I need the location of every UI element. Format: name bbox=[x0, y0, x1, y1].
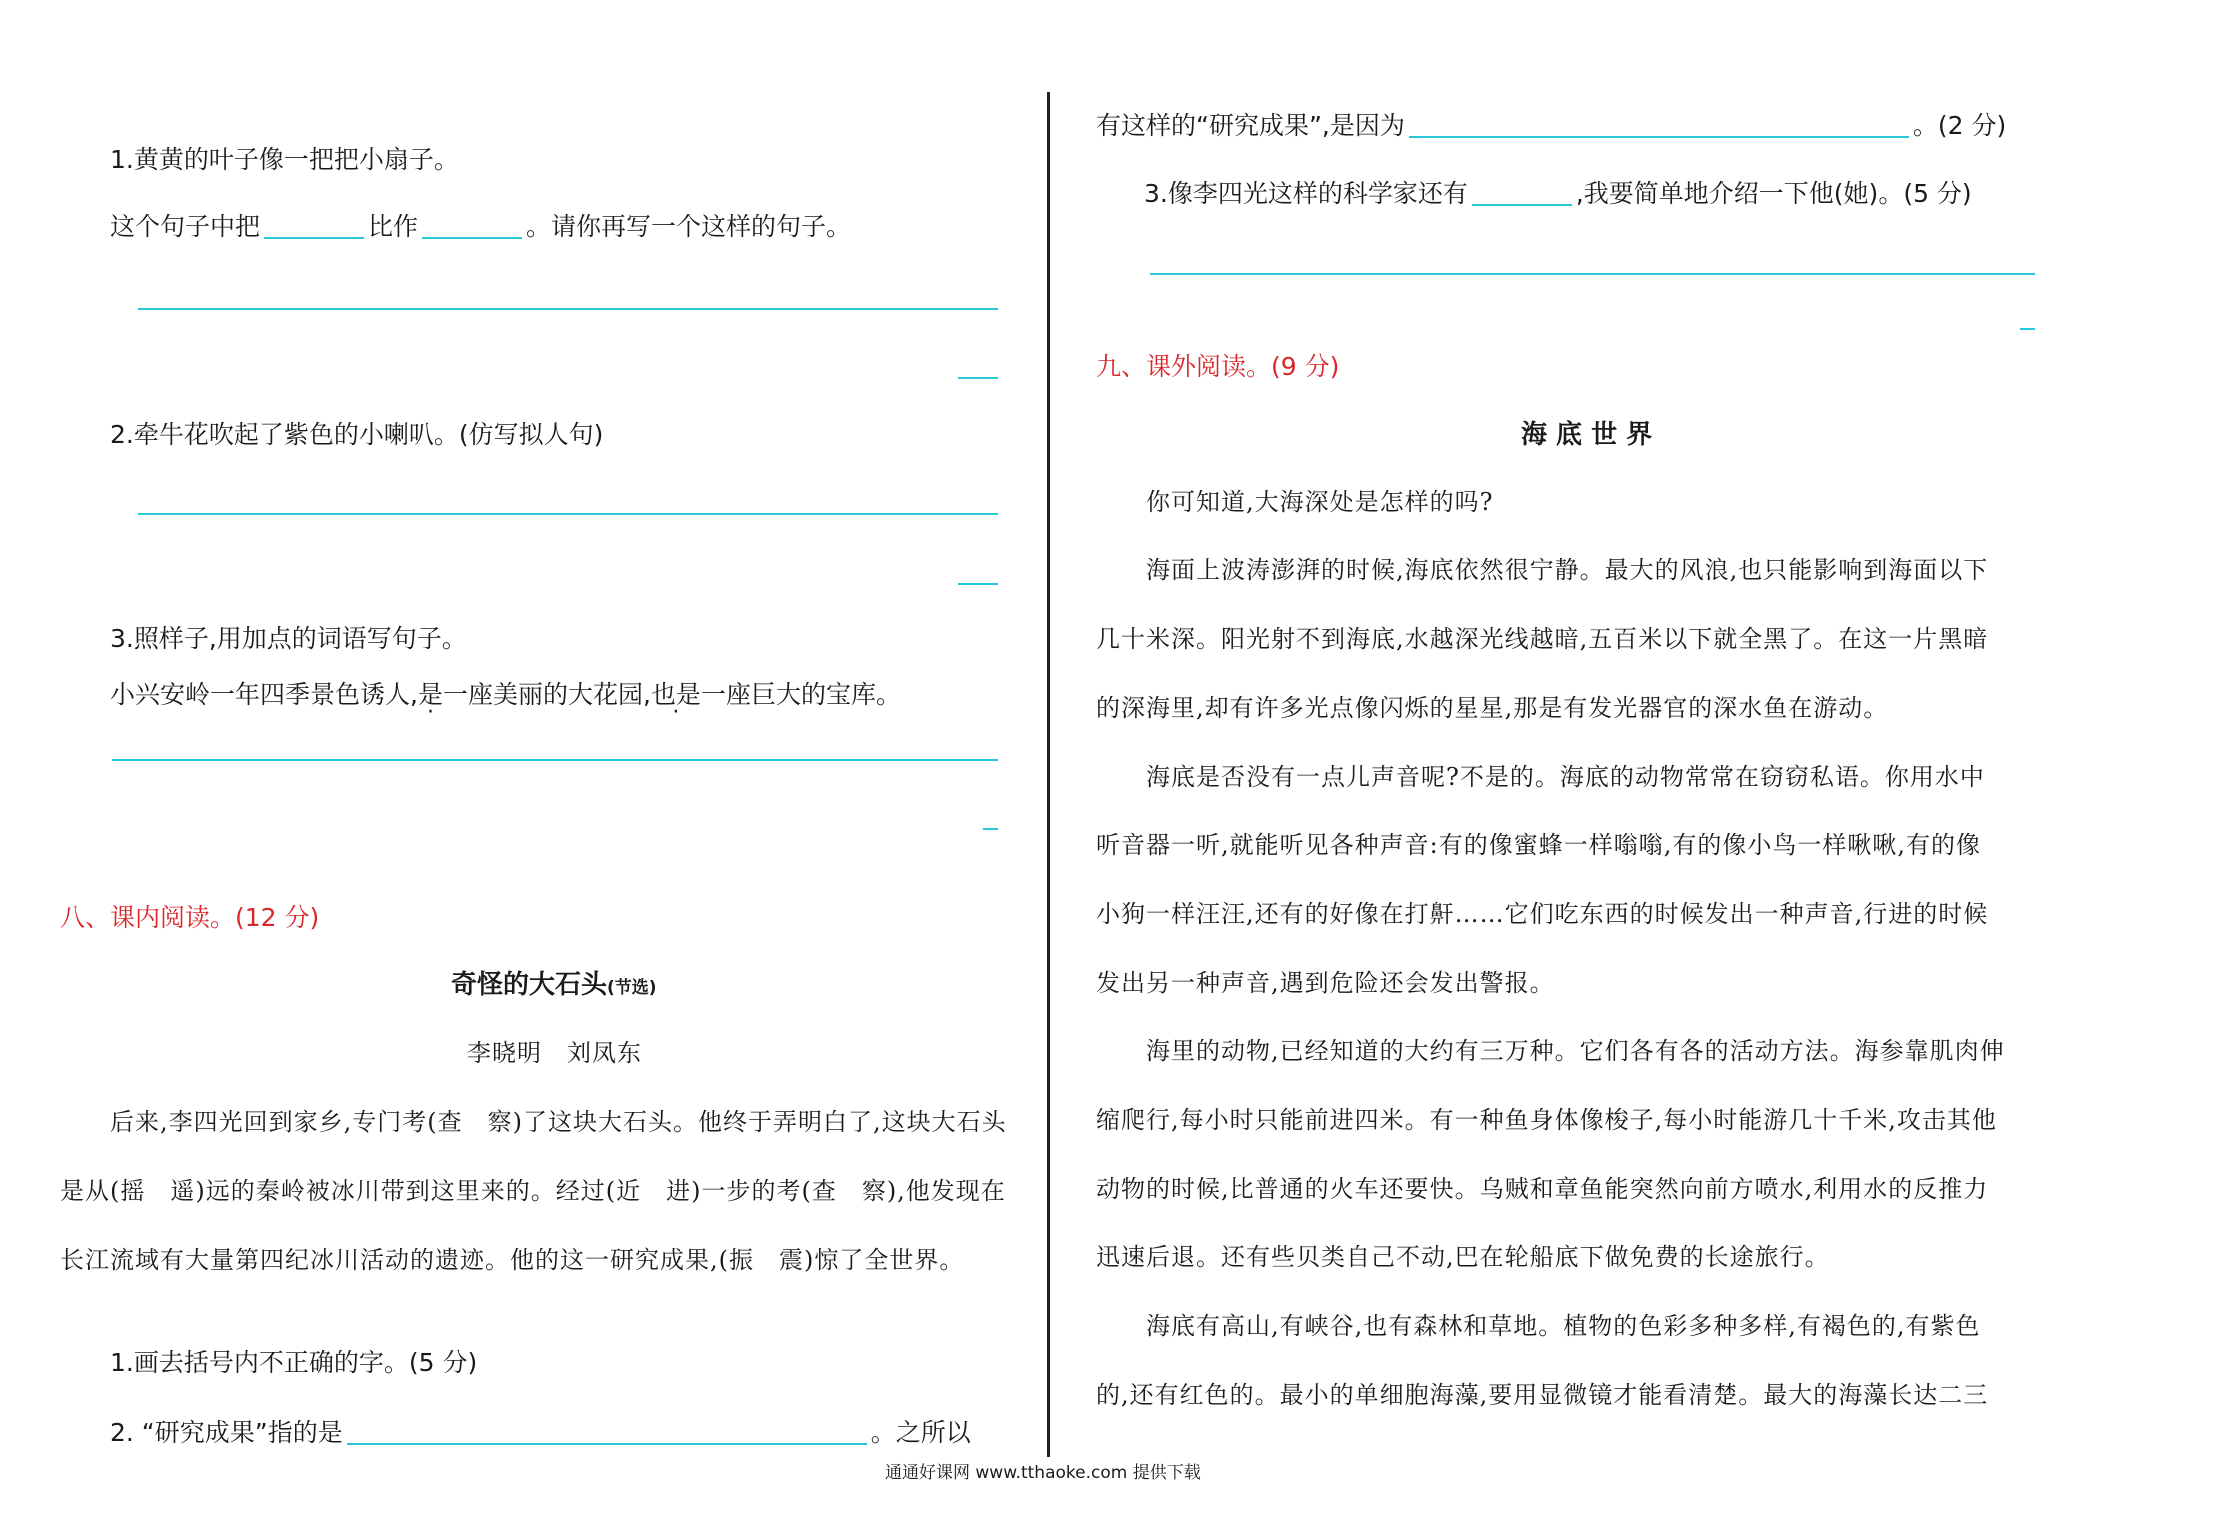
passage8-title-wrap bbox=[451, 968, 657, 1005]
section9-heading: 九、课外阅读。(9 分) bbox=[1096, 352, 1340, 381]
passage9-line-13: 海底有高山,有峡谷,也有森林和草地。植物的色彩多种多样,有褐色的,有紫色 bbox=[1146, 1312, 1981, 1340]
q2-answer-line[interactable] bbox=[138, 513, 998, 515]
q3-dotted-word-1: 是 bbox=[417, 680, 443, 709]
q1-prompt-a: 这个句子中把 bbox=[110, 212, 261, 241]
q3-text: 3.照样子,用加点的词语写句子。 bbox=[110, 624, 467, 653]
passage8-line-2: 是从(摇 遥)远的秦岭被冰川带到这里来的。经过(近 进)一步的考(查 察),他发现在 bbox=[60, 1177, 1006, 1205]
passage9-line-7: 小狗一样汪汪,还有的好像在打鼾……它们吃东西的时候发出一种声音,行进的时候 bbox=[1096, 900, 1989, 928]
passage9-line-6: 听音器一听,就能听见各种声音:有的像蜜蜂一样嗡嗡,有的像小鸟一样啾啾,有的像 bbox=[1096, 831, 1981, 859]
sq3-text-b: ,我要简单地介绍一下他(她)。(5 分) bbox=[1575, 179, 1972, 208]
passage9-line-11: 动物的时候,比普通的火车还要快。乌贼和章鱼能突然向前方喷水,利用水的反推力 bbox=[1096, 1175, 1989, 1203]
sq2-text-a: 2. “研究成果”指的是 bbox=[110, 1418, 343, 1447]
q1-blank-2[interactable] bbox=[422, 211, 522, 239]
q2-text: 2.牵牛花吹起了紫色的小喇叭。(仿写拟人句) bbox=[110, 420, 604, 449]
passage8-line-1: 后来,李四光回到家乡,专门考(查 察)了这块大石头。他终于弄明白了,这块大石头 bbox=[110, 1108, 1007, 1136]
passage9-line-1: 你可知道,大海深处是怎样的吗? bbox=[1146, 488, 1494, 516]
passage9-line-5: 海底是否没有一点儿声音呢?不是的。海底的动物常常在窃窃私语。你用水中 bbox=[1146, 763, 1985, 791]
sq2-blank[interactable] bbox=[347, 1417, 867, 1445]
q1-prompt-b: 比作 bbox=[368, 212, 419, 241]
passage9-title: 海 底 世 界 bbox=[1521, 420, 1653, 450]
sub-question-1: 1.画去括号内不正确的字。(5 分) bbox=[110, 1348, 478, 1377]
section8-heading: 八、课内阅读。(12 分) bbox=[60, 903, 320, 932]
passage9-line-9: 海里的动物,已经知道的大约有三万种。它们各有各的活动方法。海参靠肌肉伸 bbox=[1146, 1037, 2005, 1065]
sq2-continued bbox=[1096, 109, 2006, 143]
page-footer: 通通好课网 www.tthaoke.com 提供下载 bbox=[885, 1463, 1201, 1483]
q3-sentence-c: 一座巨大的宝库。 bbox=[700, 680, 901, 709]
q1-answer-line[interactable] bbox=[138, 308, 998, 310]
q3-sentence-b: 一座美丽的大花园, bbox=[442, 680, 651, 709]
q3-sentence-a: 小兴安岭一年四季景色诱人, bbox=[110, 680, 418, 709]
q3-sentence bbox=[110, 678, 901, 712]
passage9-line-12: 迅速后退。还有些贝类自己不动,巴在轮船底下做免费的长途旅行。 bbox=[1096, 1243, 1830, 1271]
passage8-authors: 李晓明 刘凤东 bbox=[467, 1039, 642, 1067]
sq3-text-a: 3.像李四光这样的科学家还有 bbox=[1144, 179, 1468, 208]
page-divider bbox=[1047, 92, 1050, 1457]
passage8-line-3: 长江流域有大量第四纪冰川活动的遗迹。他的这一研究成果,(振 震)惊了全世界。 bbox=[60, 1246, 965, 1274]
q3-dotted-word-2: 也是 bbox=[650, 680, 701, 709]
passage9-line-2: 海面上波涛澎湃的时候,海底依然很宁静。最大的风浪,也只能影响到海面以下 bbox=[1146, 556, 1989, 584]
q1-blank-1[interactable] bbox=[264, 211, 364, 239]
passage9-line-8: 发出另一种声音,遇到危险还会发出警报。 bbox=[1096, 969, 1555, 997]
q2-answer-line-end[interactable] bbox=[958, 583, 998, 585]
sq3-answer-line-end[interactable] bbox=[2020, 328, 2035, 330]
passage9-line-14: 的,还有红色的。最小的单细胞海藻,要用显微镜才能看清楚。最大的海藻长达二三 bbox=[1096, 1381, 1989, 1409]
q3-answer-line[interactable] bbox=[112, 759, 998, 761]
passage8-title: 奇怪的大石头 bbox=[451, 970, 608, 1000]
sub-question-3 bbox=[1144, 177, 1972, 211]
q1-text: 1.黄黄的叶子像一把把小扇子。 bbox=[110, 145, 459, 174]
sq2-cont-blank[interactable] bbox=[1409, 110, 1909, 138]
passage8-title-note: (节选) bbox=[607, 978, 657, 998]
sq2-text-b: 。之所以 bbox=[870, 1418, 971, 1447]
sub-question-2 bbox=[110, 1416, 971, 1450]
q1-prompt-c: 。请你再写一个这样的句子。 bbox=[526, 212, 852, 241]
passage9-line-10: 缩爬行,每小时只能前进四米。有一种鱼身体像梭子,每小时能游几十千米,攻击其他 bbox=[1096, 1106, 1997, 1134]
passage9-line-3: 几十米深。阳光射不到海底,水越深光线越暗,五百米以下就全黑了。在这一片黑暗 bbox=[1096, 625, 1989, 653]
passage9-line-4: 的深海里,却有许多光点像闪烁的星星,那是有发光器官的深水鱼在游动。 bbox=[1096, 694, 1889, 722]
sq2-cont-text-a: 有这样的“研究成果”,是因为 bbox=[1096, 111, 1405, 140]
q1-answer-line-end[interactable] bbox=[958, 377, 998, 379]
q3-answer-line-end[interactable] bbox=[983, 828, 998, 830]
sq3-answer-line[interactable] bbox=[1150, 273, 2035, 275]
sq3-blank[interactable] bbox=[1472, 178, 1572, 206]
sq2-cont-text-b: 。(2 分) bbox=[1912, 111, 2007, 140]
q1-prompt bbox=[110, 210, 851, 244]
